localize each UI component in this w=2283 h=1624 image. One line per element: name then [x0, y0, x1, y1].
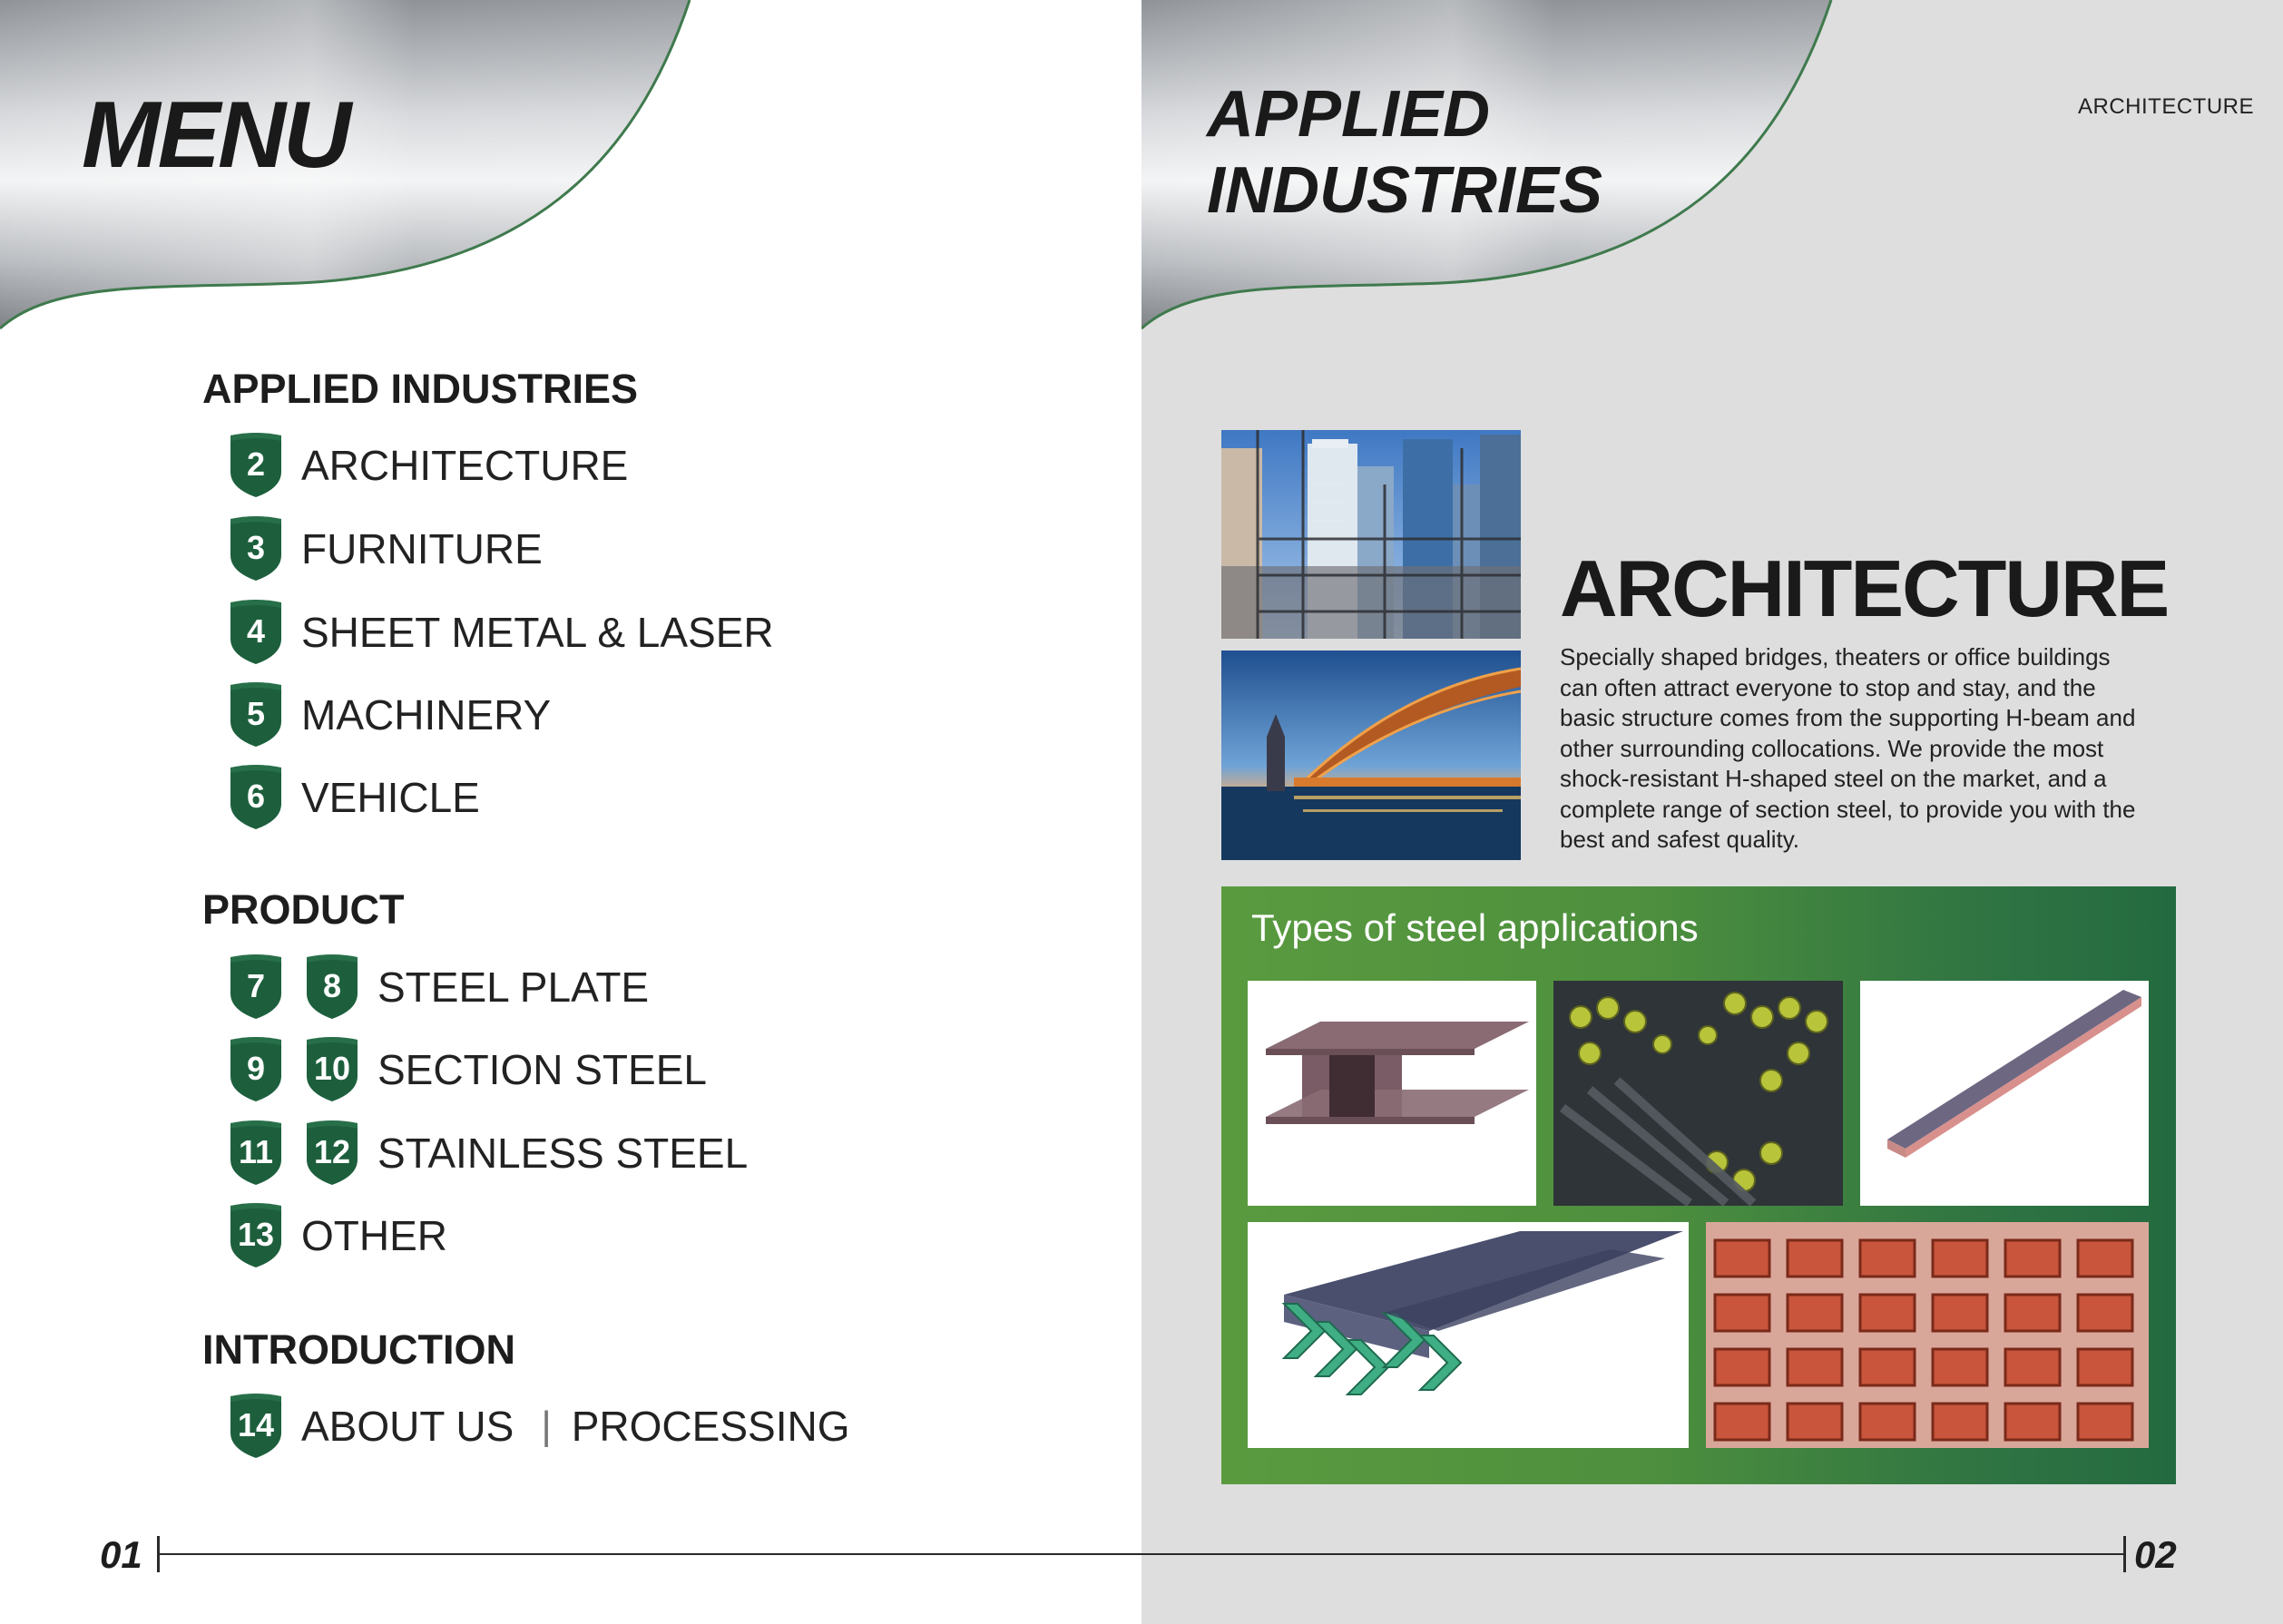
- menu-item-label: OTHER: [301, 1212, 447, 1259]
- menu-item-architecture[interactable]: [225, 432, 628, 499]
- menu-item-vehicle[interactable]: [225, 764, 480, 831]
- badge-number: 3: [246, 529, 266, 566]
- menu-item-label: FURNITURE: [301, 525, 543, 572]
- shield-badge-icon: [225, 432, 287, 499]
- footer-rule-left: [159, 1553, 1142, 1555]
- badge-number: 4: [246, 612, 266, 650]
- shield-badge-icon: [301, 954, 363, 1021]
- flat-bar-image: [1860, 981, 2149, 1206]
- steel-applications-panel: [1221, 886, 2176, 1484]
- title-line-2: INDUSTRIES: [1207, 154, 1603, 227]
- footer-tick-right: [2123, 1536, 2126, 1572]
- architecture-page: [1142, 0, 2283, 1624]
- menu-item-label: SHEET METAL & LASER: [301, 609, 774, 656]
- channel-steel-image: [1706, 1222, 2149, 1448]
- shield-badge-icon: [225, 681, 287, 748]
- menu-item-section-steel[interactable]: [225, 1036, 707, 1103]
- menu-separator: |: [541, 1404, 552, 1448]
- badge-number: 7: [246, 967, 266, 1004]
- section-heading-introduction: INTRODUCTION: [202, 1326, 515, 1373]
- shield-badge-icon: [225, 599, 287, 666]
- skyscraper-construction-photo: [1221, 430, 1521, 639]
- menu-item-label: SECTION STEEL: [377, 1046, 707, 1093]
- badge-number: 6: [246, 778, 266, 815]
- badge-number: 2: [246, 445, 266, 483]
- shield-badge-icon: [225, 1202, 287, 1269]
- badge-number: 11: [238, 1133, 274, 1170]
- badge-number: 14: [237, 1406, 275, 1443]
- h-beam-image: [1248, 981, 1536, 1206]
- badge-number: 8: [322, 967, 342, 1004]
- menu-item-label: STEEL PLATE: [377, 964, 650, 1011]
- rebar-bundle-image: [1553, 981, 1843, 1206]
- menu-item-label: STAINLESS STEEL: [377, 1130, 749, 1177]
- menu-item-label: VEHICLE: [301, 774, 480, 821]
- menu-item-steel-plate[interactable]: [225, 954, 649, 1021]
- shield-badge-icon: [225, 1120, 287, 1187]
- page-number-left: 01: [100, 1533, 142, 1576]
- bridge-night-photo: [1221, 651, 1521, 860]
- title-line-1: APPLIED: [1207, 78, 1491, 151]
- menu-item-furniture[interactable]: [225, 515, 543, 582]
- section-heading-applied-industries: APPLIED INDUSTRIES: [202, 366, 639, 412]
- shield-badge-icon: [225, 1036, 287, 1103]
- menu-item-machinery[interactable]: [225, 681, 551, 748]
- badge-number: 9: [246, 1050, 266, 1087]
- page-number-right: 02: [2134, 1533, 2177, 1576]
- architecture-description: Specially shaped bridges, theaters or office buildings can often attract everyone to stop and stay, and the basic structure comes from the supporting H-beam and other surrounding collocations. We provide the most shock-resistant H-shaped steel on the market, and a complete range of section steel, to provide you with the best and safest quality.: [1560, 643, 2136, 853]
- shield-badge-icon: [225, 1393, 287, 1460]
- applied-industries-title: [1207, 76, 1602, 229]
- badge-number: 10: [313, 1050, 351, 1087]
- badge-number: 5: [246, 695, 266, 732]
- menu-item-about-us[interactable]: [225, 1393, 849, 1460]
- badge-number: 13: [237, 1216, 275, 1253]
- shield-badge-icon: [301, 1036, 363, 1103]
- menu-item-label: MACHINERY: [301, 691, 552, 739]
- shield-badge-icon: [225, 515, 287, 582]
- shield-badge-icon: [301, 1120, 363, 1187]
- menu-item-stainless-steel[interactable]: [225, 1120, 748, 1187]
- menu-item-label: ARCHITECTURE: [301, 442, 629, 489]
- angle-steel-image: [1248, 1222, 1689, 1448]
- breadcrumb: ARCHITECTURE: [2077, 94, 2254, 119]
- shield-badge-icon: [225, 764, 287, 831]
- section-heading-product: PRODUCT: [202, 886, 405, 933]
- menu-item-processing[interactable]: PROCESSING: [571, 1403, 850, 1450]
- footer-rule-right: [1142, 1553, 2123, 1555]
- shield-badge-icon: [225, 954, 287, 1021]
- section-title-architecture: ARCHITECTURE: [1560, 543, 2169, 633]
- menu-item-label: ABOUT US: [301, 1403, 514, 1450]
- menu-item-other[interactable]: [225, 1202, 447, 1269]
- badge-number: 12: [313, 1133, 351, 1170]
- steel-applications-title: Types of steel applications: [1251, 906, 1699, 949]
- menu-title: MENU: [82, 83, 349, 188]
- menu-item-sheet-metal-laser[interactable]: [225, 599, 774, 666]
